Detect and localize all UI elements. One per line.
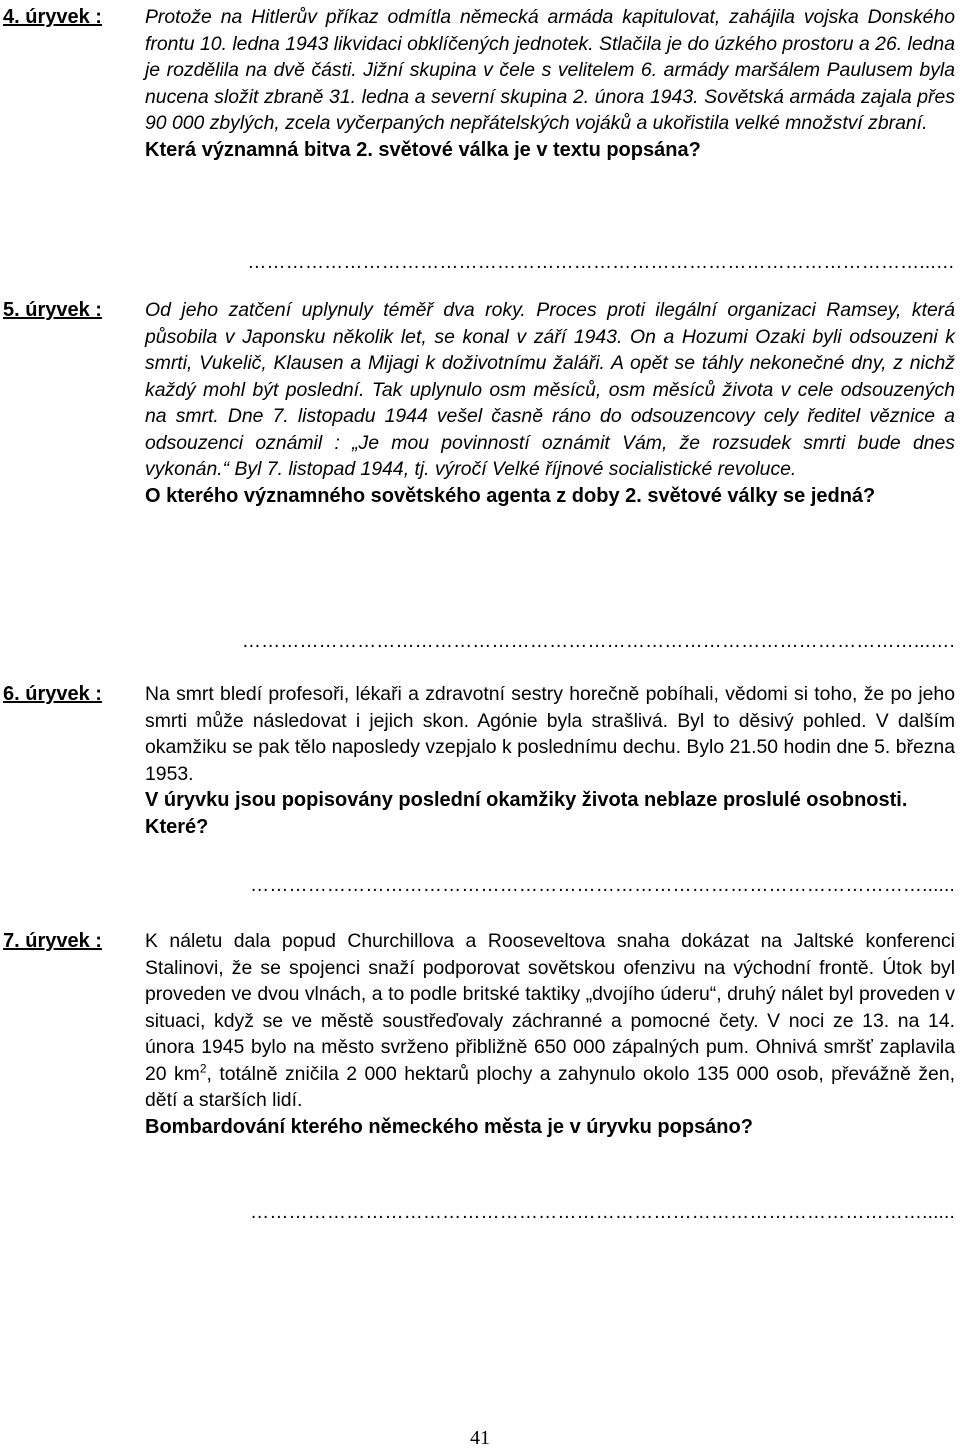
answer-line[interactable]: ……………………………………………………………………………………………...…	[247, 252, 955, 273]
excerpt-text	[145, 297, 955, 483]
answer-line[interactable]: ……………………………………………………………………………………………...….	[241, 631, 955, 652]
excerpt-label: 4. úryvek :	[3, 6, 102, 28]
excerpt-question: Bombardování kterého německého města je v úryvku popsáno?	[145, 1115, 753, 1138]
excerpt-text-before: K náletu dala popud Churchillova a Rooseveltova snaha dokázat na Jaltské konferenci Stalinovi, že se spojenci snaží podporovat sovětskou ofenzivu na východní frontě. Útok byl proveden ve dvou vlnách, a to podle britské taktiky „dvojího úderu“, druhý nálet byl proveden v situaci, když se ve městě soustřeďovaly záchranné a pomocné čety. V noci ze 13. na 14. února 1945 bylo na město svrženo přibližně 650 000 zápalných pum. Ohnivá smršť zaplavila 20 km	[145, 930, 955, 1085]
excerpt-body	[145, 297, 955, 509]
excerpt-question: O kterého významného sovětského agenta z doby 2. světové války se jedná?	[145, 484, 876, 507]
excerpt-body	[145, 4, 955, 163]
excerpt-text: Protože na Hitlerův příkaz odmítla německá armáda kapitulovat, zahájila vojska Donského frontu 10. ledna 1943 likvidaci obklíčených jednotek. Stlačila je do úzkého prostoru a 26. ledna je rozdělila na dvě části. Jižní skupina v čele s velitelem 6. armády maršálem Paulusem byla nucena složit zbraně 31. ledna a severní skupina 2. února 1943. Sovětská armáda zajala přes 90 000 zbylých, zcela vyčerpaných nepřátelských vojáků a ukořistila velké množství zbraní.	[145, 6, 955, 134]
answer-line[interactable]: ……………………………………………………………………………………………......	[250, 1202, 955, 1223]
page-number: 41	[470, 1427, 490, 1449]
excerpt-text-after: , totálně zničila 2 000 hektarů plochy a zahynulo okolo 135 000 osob, převážně žen, dětí a starších lidí.	[145, 1062, 955, 1111]
excerpt-label: 5. úryvek :	[3, 299, 102, 321]
excerpt-text	[145, 928, 955, 1114]
superscript: 2	[199, 1061, 207, 1076]
excerpt-question: Která významná bitva 2. světové válka je v textu popsána?	[145, 138, 701, 161]
excerpt-body	[145, 681, 955, 840]
excerpt-text: Na smrt bledí profesoři, lékaři a zdravotní sestry horečně pobíhali, vědomi si toho, že po jeho smrti může následovat i jejich skon. Agónie byla strašlivá. Byl to děsivý pohled. V dalším okamžiku se pak tělo naposledy vzepjalo k poslednímu dechu. Bylo 21.50 hodin dne 5. března 1953.	[145, 683, 955, 785]
excerpt-label: 6. úryvek :	[3, 683, 102, 705]
excerpt-question: V úryvku jsou popisovány poslední okamžiky života neblaze proslulé osobnosti. Které?	[145, 789, 908, 838]
excerpt-label: 7. úryvek :	[3, 930, 102, 952]
answer-line[interactable]: ……………………………………………………………………………………………......	[250, 875, 955, 896]
excerpt-body	[145, 928, 955, 1140]
excerpt-text-italic: Od jeho zatčení uplynuly téměř dva roky. Proces proti ilegální organizaci Ramsey, která působila v Japonsku několik let, se konal v září 1943. On a Hozumi Ozaki byli odsouzeni k smrti, Vukelič, Klausen a Mijagi k doživotnímu žaláři. A opět se táhly nekonečné dny, z nichž každý mohl být poslední. Tak uplynulo osm měsíců, osm měsíců života v cele odsouzených na smrt. Dne 7. listopadu 1944 vešel časně ráno do odsouzencovy cely ředitel věznice a odsouzenci oznámil : „Je mou povinností oznámit Vám, že rozsudek smrti bude dnes vykonán.“ Byl 7. listopad 1944, tj. výročí Velké říjnové socialistické revoluce.	[145, 299, 955, 480]
